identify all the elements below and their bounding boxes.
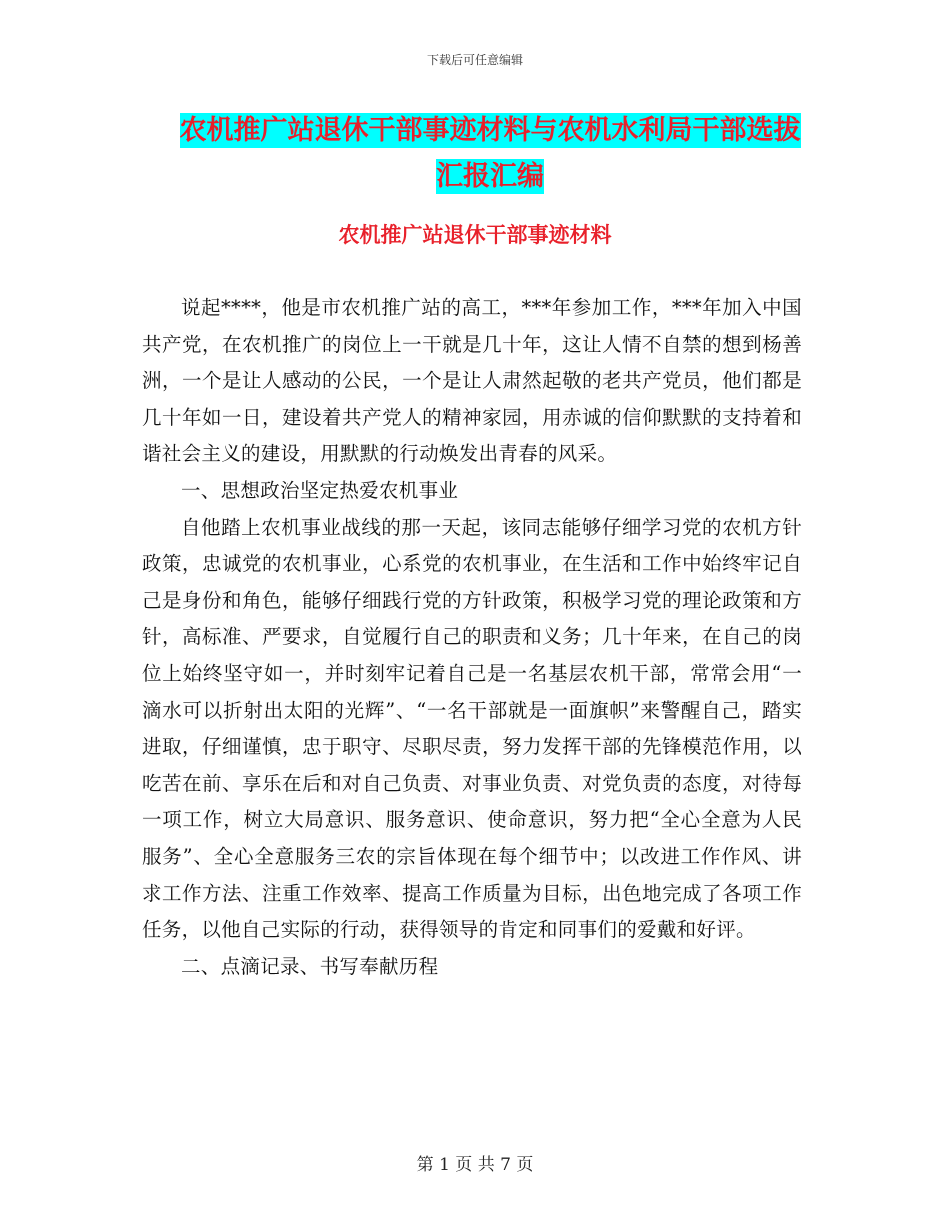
heading-section-1: 一、思想政治坚定热爱农机事业 — [181, 478, 459, 502]
body-text — [142, 290, 802, 985]
paragraph-section-1: 自他踏上农机事业战线的那一天起，该同志能够仔细学习党的农机方针政策，忠诚党的农机事业，心系党的农机事业，在生活和工作中始终牢记自己是身份和角色，能够仔细践行党的方针政策，积极学习党的理论政策和方针，高标准、严要求，自觉履行自己的职责和义务；几十年来，在自己的岗位上始终坚守如一，并时刻牢记着自己是一名基层农机干部，常常会用“一滴水可以折射出太阳的光辉”、“一名干部就是一面旗帜”来警醒自己，踏实进取，仔细谨慎，忠于职守、尽职尽责，努力发挥干部的先锋模范作用，以吃苦在前、享乐在后和对自己负责、对事业负责、对党负责的态度，对待每一项工作，树立大局意识、服务意识、使命意识，努力把“全心全意为人民服务”、全心全意服务三农的宗旨体现在每个细节中；以改进工作作风、讲求工作方法、注重工作效率、提高工作质量为目标，出色地完成了各项工作任务，以他自己实际的行动，获得领导的肯定和同事们的爱戴和好评。 — [142, 515, 802, 942]
paragraph-intro: 说起****，他是市农机推广站的高工，***年参加工作，***年加入中国共产党，在农机推广的岗位上一干就是几十年，这让人情不自禁的想到杨善洲，一个是让人感动的公民，一个是让人肃然起敬的老共产党员，他们都是几十年如一日，建设着共产党人的精神家园，用赤诚的信仰默默的支持着和谐社会主义的建设，用默默的行动焕发出青春的风采。 — [142, 296, 802, 466]
section-title: 农机推广站退休干部事迹材料 — [338, 222, 612, 247]
page-header-note: 下载后可任意编辑 — [426, 53, 523, 67]
title-line-2: 汇报汇编 — [436, 161, 544, 192]
heading-section-2: 二、点滴记录、书写奉献历程 — [181, 954, 439, 978]
page-number: 第 1 页 共 7 页 — [416, 1155, 534, 1175]
document-title — [140, 108, 840, 200]
title-line-1: 农机推广站退休干部事迹材料与农机水利局干部选拔 — [179, 115, 801, 146]
